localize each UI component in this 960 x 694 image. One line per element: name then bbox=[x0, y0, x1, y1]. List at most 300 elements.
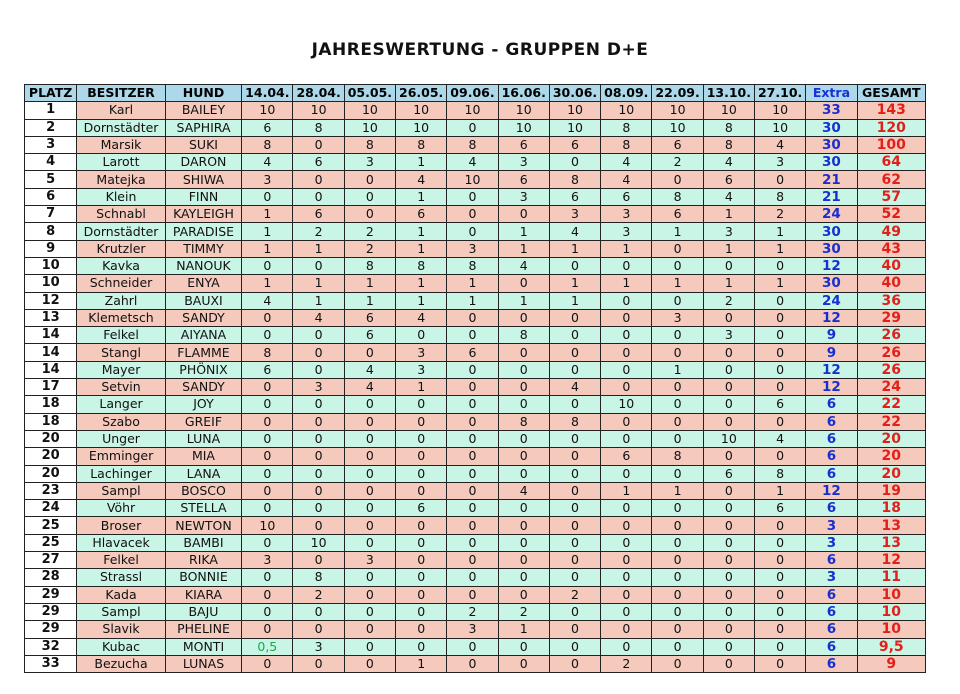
score-cell: 1 bbox=[396, 188, 447, 205]
owner-cell: Klemetsch bbox=[77, 309, 165, 326]
header-date: 27.10. bbox=[755, 85, 806, 102]
score-cell: 0 bbox=[447, 119, 498, 136]
score-cell: 0 bbox=[601, 552, 652, 569]
score-cell: 4 bbox=[755, 136, 806, 153]
score-cell: 0 bbox=[601, 430, 652, 447]
total-cell: 10 bbox=[857, 603, 925, 620]
dog-cell: ENYA bbox=[165, 275, 241, 292]
score-cell: 0 bbox=[549, 430, 600, 447]
score-cell: 0 bbox=[703, 396, 754, 413]
score-cell: 1 bbox=[396, 223, 447, 240]
score-cell: 8 bbox=[293, 119, 344, 136]
header-date: 05.05. bbox=[344, 85, 395, 102]
score-cell: 3 bbox=[601, 206, 652, 223]
extra-cell: 6 bbox=[806, 638, 857, 655]
score-cell: 4 bbox=[242, 292, 293, 309]
score-cell: 4 bbox=[601, 171, 652, 188]
extra-cell: 6 bbox=[806, 603, 857, 620]
score-cell: 0 bbox=[601, 344, 652, 361]
owner-cell: Krutzler bbox=[77, 240, 165, 257]
score-cell: 10 bbox=[498, 119, 549, 136]
owner-cell: Lachinger bbox=[77, 465, 165, 482]
owner-cell: Strassl bbox=[77, 569, 165, 586]
rank-cell: 20 bbox=[25, 430, 77, 447]
score-cell: 0 bbox=[498, 586, 549, 603]
score-cell: 0 bbox=[447, 534, 498, 551]
score-cell: 0 bbox=[601, 534, 652, 551]
score-cell: 0 bbox=[293, 327, 344, 344]
score-cell: 3 bbox=[601, 223, 652, 240]
score-cell: 6 bbox=[447, 344, 498, 361]
score-cell: 0 bbox=[242, 586, 293, 603]
dog-cell: BAMBI bbox=[165, 534, 241, 551]
score-cell: 0 bbox=[652, 465, 703, 482]
total-cell: 26 bbox=[857, 327, 925, 344]
score-cell: 6 bbox=[652, 206, 703, 223]
rank-cell: 20 bbox=[25, 465, 77, 482]
total-cell: 40 bbox=[857, 275, 925, 292]
header-date: 08.09. bbox=[601, 85, 652, 102]
score-cell: 0 bbox=[396, 396, 447, 413]
score-cell: 1 bbox=[242, 206, 293, 223]
score-cell: 0 bbox=[549, 534, 600, 551]
score-cell: 0 bbox=[549, 344, 600, 361]
score-cell: 0 bbox=[601, 621, 652, 638]
score-cell: 3 bbox=[344, 154, 395, 171]
dog-cell: MIA bbox=[165, 448, 241, 465]
score-cell: 1 bbox=[396, 275, 447, 292]
dog-cell: MONTI bbox=[165, 638, 241, 655]
total-cell: 22 bbox=[857, 413, 925, 430]
score-cell: 6 bbox=[396, 500, 447, 517]
score-cell: 0 bbox=[703, 638, 754, 655]
score-cell: 10 bbox=[703, 102, 754, 119]
score-cell: 0 bbox=[447, 309, 498, 326]
score-cell: 2 bbox=[498, 603, 549, 620]
score-cell: 2 bbox=[344, 223, 395, 240]
score-cell: 0 bbox=[498, 379, 549, 396]
score-cell: 0 bbox=[242, 603, 293, 620]
score-cell: 0 bbox=[447, 223, 498, 240]
score-cell: 0 bbox=[242, 413, 293, 430]
score-cell: 4 bbox=[498, 257, 549, 274]
dog-cell: FLAMME bbox=[165, 344, 241, 361]
score-cell: 0 bbox=[293, 448, 344, 465]
total-cell: 20 bbox=[857, 430, 925, 447]
table-row bbox=[25, 102, 926, 119]
score-cell: 4 bbox=[242, 154, 293, 171]
rank-cell: 27 bbox=[25, 552, 77, 569]
table-row bbox=[25, 327, 926, 344]
score-cell: 0 bbox=[498, 465, 549, 482]
extra-cell: 9 bbox=[806, 327, 857, 344]
score-cell: 8 bbox=[755, 188, 806, 205]
score-cell: 6 bbox=[344, 309, 395, 326]
header-date: 30.06. bbox=[549, 85, 600, 102]
score-cell: 1 bbox=[601, 240, 652, 257]
owner-cell: Marsik bbox=[77, 136, 165, 153]
score-cell: 0 bbox=[549, 448, 600, 465]
owner-cell: Felkel bbox=[77, 327, 165, 344]
owner-cell: Hlavacek bbox=[77, 534, 165, 551]
owner-cell: Dornstädter bbox=[77, 119, 165, 136]
table-row bbox=[25, 188, 926, 205]
extra-cell: 6 bbox=[806, 621, 857, 638]
table-row bbox=[25, 655, 926, 672]
rank-cell: 14 bbox=[25, 344, 77, 361]
score-cell: 1 bbox=[755, 240, 806, 257]
score-cell: 0 bbox=[549, 500, 600, 517]
rank-cell: 1 bbox=[25, 102, 77, 119]
score-cell: 4 bbox=[447, 154, 498, 171]
score-cell: 10 bbox=[498, 102, 549, 119]
score-cell: 0 bbox=[498, 517, 549, 534]
score-cell: 0 bbox=[703, 655, 754, 672]
total-cell: 143 bbox=[857, 102, 925, 119]
total-cell: 12 bbox=[857, 552, 925, 569]
score-cell: 0 bbox=[293, 257, 344, 274]
dog-cell: LUNAS bbox=[165, 655, 241, 672]
header-besitzer: BESITZER bbox=[77, 85, 165, 102]
score-cell: 0 bbox=[396, 448, 447, 465]
rank-cell: 6 bbox=[25, 188, 77, 205]
extra-cell: 30 bbox=[806, 154, 857, 171]
dog-cell: BAUXI bbox=[165, 292, 241, 309]
total-cell: 40 bbox=[857, 257, 925, 274]
score-cell: 8 bbox=[549, 413, 600, 430]
table-row bbox=[25, 448, 926, 465]
score-cell: 0 bbox=[293, 396, 344, 413]
dog-cell: LANA bbox=[165, 465, 241, 482]
extra-cell: 24 bbox=[806, 206, 857, 223]
extra-cell: 6 bbox=[806, 500, 857, 517]
score-cell: 0 bbox=[601, 586, 652, 603]
score-cell: 8 bbox=[447, 136, 498, 153]
score-cell: 10 bbox=[549, 102, 600, 119]
score-cell: 0 bbox=[601, 361, 652, 378]
score-cell: 0 bbox=[498, 655, 549, 672]
score-cell: 0 bbox=[652, 171, 703, 188]
score-cell: 6 bbox=[755, 396, 806, 413]
owner-cell: Kavka bbox=[77, 257, 165, 274]
owner-cell: Sampl bbox=[77, 603, 165, 620]
table-row bbox=[25, 552, 926, 569]
total-cell: 49 bbox=[857, 223, 925, 240]
extra-cell: 30 bbox=[806, 240, 857, 257]
score-cell: 10 bbox=[549, 119, 600, 136]
score-cell: 0 bbox=[652, 413, 703, 430]
score-cell: 0 bbox=[242, 396, 293, 413]
score-cell: 2 bbox=[755, 206, 806, 223]
score-cell: 8 bbox=[344, 257, 395, 274]
score-cell: 0 bbox=[498, 448, 549, 465]
owner-cell: Mayer bbox=[77, 361, 165, 378]
extra-cell: 30 bbox=[806, 119, 857, 136]
score-cell: 0 bbox=[447, 500, 498, 517]
rank-cell: 10 bbox=[25, 275, 77, 292]
score-cell: 0 bbox=[703, 448, 754, 465]
owner-cell: Larott bbox=[77, 154, 165, 171]
score-cell: 0 bbox=[652, 344, 703, 361]
score-cell: 0 bbox=[344, 500, 395, 517]
header-platz: PLATZ bbox=[25, 85, 77, 102]
score-cell: 8 bbox=[703, 136, 754, 153]
score-cell: 1 bbox=[344, 275, 395, 292]
score-cell: 0 bbox=[396, 482, 447, 499]
score-cell: 0 bbox=[242, 309, 293, 326]
score-cell: 0 bbox=[344, 534, 395, 551]
table-row bbox=[25, 465, 926, 482]
score-cell: 6 bbox=[755, 500, 806, 517]
score-cell: 0 bbox=[755, 413, 806, 430]
header-gesamt: GESAMT bbox=[857, 85, 925, 102]
score-cell: 0 bbox=[242, 465, 293, 482]
score-cell: 0 bbox=[498, 569, 549, 586]
score-cell: 0 bbox=[344, 188, 395, 205]
score-cell: 0 bbox=[293, 344, 344, 361]
header-date: 09.06. bbox=[447, 85, 498, 102]
extra-cell: 6 bbox=[806, 465, 857, 482]
dog-cell: BAILEY bbox=[165, 102, 241, 119]
score-cell: 1 bbox=[755, 482, 806, 499]
score-cell: 1 bbox=[601, 482, 652, 499]
score-cell: 6 bbox=[242, 119, 293, 136]
score-cell: 0 bbox=[703, 534, 754, 551]
score-cell: 0 bbox=[498, 396, 549, 413]
score-cell: 0 bbox=[293, 361, 344, 378]
score-cell: 0 bbox=[755, 327, 806, 344]
rank-cell: 25 bbox=[25, 517, 77, 534]
rank-cell: 24 bbox=[25, 500, 77, 517]
rank-cell: 13 bbox=[25, 309, 77, 326]
score-cell: 3 bbox=[549, 206, 600, 223]
score-cell: 0 bbox=[703, 517, 754, 534]
score-cell: 3 bbox=[293, 638, 344, 655]
score-cell: 0 bbox=[498, 500, 549, 517]
score-cell: 6 bbox=[703, 171, 754, 188]
score-cell: 0 bbox=[498, 361, 549, 378]
rank-cell: 5 bbox=[25, 171, 77, 188]
dog-cell: STELLA bbox=[165, 500, 241, 517]
total-cell: 10 bbox=[857, 586, 925, 603]
score-cell: 1 bbox=[755, 275, 806, 292]
score-cell: 2 bbox=[601, 655, 652, 672]
score-cell: 0 bbox=[344, 344, 395, 361]
dog-cell: SUKI bbox=[165, 136, 241, 153]
extra-cell: 21 bbox=[806, 171, 857, 188]
table-row bbox=[25, 430, 926, 447]
owner-cell: Unger bbox=[77, 430, 165, 447]
score-cell: 0 bbox=[652, 655, 703, 672]
table-row bbox=[25, 292, 926, 309]
score-cell: 0 bbox=[396, 569, 447, 586]
owner-cell: Langer bbox=[77, 396, 165, 413]
score-cell: 1 bbox=[498, 240, 549, 257]
score-table bbox=[24, 84, 926, 673]
total-cell: 120 bbox=[857, 119, 925, 136]
table-row bbox=[25, 396, 926, 413]
score-cell: 0 bbox=[396, 517, 447, 534]
table-row bbox=[25, 171, 926, 188]
score-cell: 6 bbox=[549, 188, 600, 205]
score-cell: 0 bbox=[447, 569, 498, 586]
score-cell: 0 bbox=[396, 534, 447, 551]
rank-cell: 12 bbox=[25, 292, 77, 309]
score-cell: 0 bbox=[396, 603, 447, 620]
score-cell: 6 bbox=[293, 154, 344, 171]
score-cell: 1 bbox=[755, 223, 806, 240]
table-header-row bbox=[25, 85, 926, 102]
score-cell: 8 bbox=[549, 171, 600, 188]
dog-cell: PHELINE bbox=[165, 621, 241, 638]
score-cell: 1 bbox=[293, 275, 344, 292]
score-cell: 10 bbox=[344, 119, 395, 136]
extra-cell: 6 bbox=[806, 396, 857, 413]
score-cell: 6 bbox=[549, 136, 600, 153]
rank-cell: 20 bbox=[25, 448, 77, 465]
score-cell: 0 bbox=[242, 379, 293, 396]
score-cell: 6 bbox=[498, 171, 549, 188]
score-cell: 0 bbox=[396, 552, 447, 569]
score-cell: 0 bbox=[652, 586, 703, 603]
score-cell: 10 bbox=[447, 171, 498, 188]
score-cell: 0 bbox=[703, 482, 754, 499]
score-cell: 2 bbox=[344, 240, 395, 257]
score-cell: 10 bbox=[293, 534, 344, 551]
score-cell: 8 bbox=[601, 136, 652, 153]
score-cell: 0 bbox=[703, 552, 754, 569]
rank-cell: 7 bbox=[25, 206, 77, 223]
total-cell: 26 bbox=[857, 361, 925, 378]
dog-cell: SANDY bbox=[165, 379, 241, 396]
score-cell: 3 bbox=[498, 188, 549, 205]
score-cell: 0 bbox=[396, 638, 447, 655]
score-cell: 0 bbox=[242, 188, 293, 205]
score-cell: 0 bbox=[293, 430, 344, 447]
score-cell: 0 bbox=[755, 534, 806, 551]
score-cell: 0 bbox=[447, 638, 498, 655]
score-cell: 0 bbox=[447, 448, 498, 465]
rank-cell: 18 bbox=[25, 396, 77, 413]
score-cell: 4 bbox=[344, 361, 395, 378]
extra-cell: 12 bbox=[806, 309, 857, 326]
score-cell: 0 bbox=[549, 517, 600, 534]
total-cell: 24 bbox=[857, 379, 925, 396]
score-cell: 0 bbox=[549, 309, 600, 326]
score-cell: 0 bbox=[344, 482, 395, 499]
score-cell: 6 bbox=[498, 136, 549, 153]
extra-cell: 21 bbox=[806, 188, 857, 205]
score-cell: 10 bbox=[652, 119, 703, 136]
score-cell: 0 bbox=[396, 327, 447, 344]
score-cell: 0 bbox=[601, 465, 652, 482]
score-cell: 0 bbox=[344, 171, 395, 188]
rank-cell: 14 bbox=[25, 361, 77, 378]
extra-cell: 6 bbox=[806, 552, 857, 569]
score-cell: 1 bbox=[652, 223, 703, 240]
score-cell: 0 bbox=[242, 621, 293, 638]
score-cell: 1 bbox=[549, 240, 600, 257]
owner-cell: Bezucha bbox=[77, 655, 165, 672]
score-cell: 6 bbox=[344, 327, 395, 344]
score-cell: 3 bbox=[344, 552, 395, 569]
total-cell: 100 bbox=[857, 136, 925, 153]
dog-cell: SAPHIRA bbox=[165, 119, 241, 136]
score-cell: 4 bbox=[703, 154, 754, 171]
score-cell: 8 bbox=[498, 413, 549, 430]
owner-cell: Broser bbox=[77, 517, 165, 534]
total-cell: 22 bbox=[857, 396, 925, 413]
score-cell: 1 bbox=[703, 206, 754, 223]
dog-cell: NANOUK bbox=[165, 257, 241, 274]
score-cell: 0 bbox=[652, 240, 703, 257]
extra-cell: 9 bbox=[806, 344, 857, 361]
dog-cell: SHIWA bbox=[165, 171, 241, 188]
score-cell: 4 bbox=[601, 154, 652, 171]
score-cell: 0 bbox=[652, 534, 703, 551]
score-cell: 0 bbox=[242, 534, 293, 551]
score-cell: 8 bbox=[396, 136, 447, 153]
score-cell: 10 bbox=[396, 119, 447, 136]
table-row bbox=[25, 482, 926, 499]
score-cell: 0 bbox=[344, 413, 395, 430]
score-cell: 0 bbox=[498, 206, 549, 223]
score-cell: 10 bbox=[601, 396, 652, 413]
score-cell: 0 bbox=[755, 603, 806, 620]
score-cell: 0 bbox=[344, 206, 395, 223]
table-row bbox=[25, 500, 926, 517]
score-cell: 0 bbox=[652, 396, 703, 413]
dog-cell: NEWTON bbox=[165, 517, 241, 534]
score-cell: 6 bbox=[652, 136, 703, 153]
score-cell: 1 bbox=[498, 621, 549, 638]
owner-cell: Klein bbox=[77, 188, 165, 205]
score-cell: 4 bbox=[703, 188, 754, 205]
score-cell: 0 bbox=[293, 621, 344, 638]
score-cell: 0 bbox=[703, 621, 754, 638]
owner-cell: Slavik bbox=[77, 621, 165, 638]
score-cell: 0 bbox=[601, 292, 652, 309]
score-cell: 0 bbox=[549, 257, 600, 274]
dog-cell: RIKA bbox=[165, 552, 241, 569]
table-row bbox=[25, 275, 926, 292]
score-cell: 8 bbox=[242, 136, 293, 153]
score-cell: 0 bbox=[549, 552, 600, 569]
score-cell: 0 bbox=[447, 327, 498, 344]
total-cell: 19 bbox=[857, 482, 925, 499]
score-cell: 0 bbox=[447, 465, 498, 482]
extra-cell: 24 bbox=[806, 292, 857, 309]
score-cell: 2 bbox=[447, 603, 498, 620]
score-cell: 3 bbox=[498, 154, 549, 171]
score-cell: 1 bbox=[396, 292, 447, 309]
score-cell: 6 bbox=[242, 361, 293, 378]
table-row bbox=[25, 534, 926, 551]
score-cell: 0 bbox=[396, 621, 447, 638]
owner-cell: Setvin bbox=[77, 379, 165, 396]
owner-cell: Stangl bbox=[77, 344, 165, 361]
score-cell: 0 bbox=[447, 396, 498, 413]
score-cell: 3 bbox=[242, 552, 293, 569]
score-cell: 0 bbox=[549, 396, 600, 413]
score-cell: 0 bbox=[703, 257, 754, 274]
total-cell: 52 bbox=[857, 206, 925, 223]
header-date: 28.04. bbox=[293, 85, 344, 102]
score-cell: 6 bbox=[293, 206, 344, 223]
score-cell: 0 bbox=[242, 569, 293, 586]
score-cell: 1 bbox=[703, 240, 754, 257]
owner-cell: Felkel bbox=[77, 552, 165, 569]
